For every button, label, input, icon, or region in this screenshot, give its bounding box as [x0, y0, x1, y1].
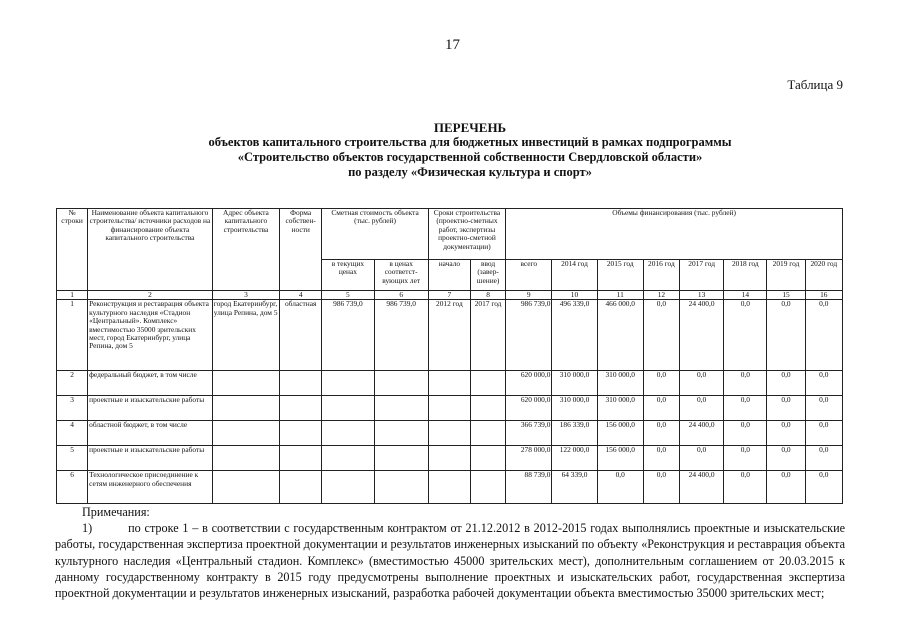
- column-number: 7: [428, 291, 470, 300]
- cell-2017: 0,0: [680, 446, 724, 471]
- cell-2018: 0,0: [724, 396, 767, 421]
- note-item-text: по строке 1 – в соответствии с государственным контрактом от 21.12.2012 в 2012-2015 годах выполнялись проектные и изыскательские работы, государственная экспертиза проектной документации и результатов инженерных изысканий по объекту «Реконструкция и реставрация объекта культурного наследия «Центральный стадион. Комплекс» (вместимостью 45000 зрительских мест), дополнительным соглашением от 20.03.2015 к данному государственному контракту в 2015 году предусмотрены выполнение проектных и изыскательских работ, государственная экспертиза проектной документации и результатов инженерных изысканий, разработка рабочей документации объекта вместимостью 35000 зрительских мест;: [55, 521, 845, 601]
- cell-cost-current: [322, 396, 374, 421]
- cell-total: 620 000,0: [506, 371, 552, 396]
- cell-row-no: 5: [57, 446, 88, 471]
- cell-2020: 0,0: [805, 371, 842, 396]
- cell-2020: 0,0: [805, 300, 842, 371]
- cell-ownership: [280, 371, 322, 396]
- cell-ownership: [280, 396, 322, 421]
- cell-2019: 0,0: [767, 371, 805, 396]
- cell-name: федеральный бюджет, в том числе: [88, 371, 213, 396]
- cell-2016: 0,0: [643, 371, 679, 396]
- table-row: [57, 471, 843, 504]
- cell-cost-future: [374, 371, 428, 396]
- cell-2014: 310 000,0: [552, 371, 597, 396]
- cell-start: 2012 год: [428, 300, 470, 371]
- cell-start: [428, 446, 470, 471]
- header-2014: 2014 год: [552, 260, 597, 291]
- column-number: 9: [506, 291, 552, 300]
- cell-2018: 0,0: [724, 471, 767, 504]
- cell-row-no: 4: [57, 421, 88, 446]
- cell-2015: 466 000,0: [597, 300, 643, 371]
- cell-cost-current: [322, 446, 374, 471]
- cell-2014: 496 339,0: [552, 300, 597, 371]
- cell-cost-future: 986 739,0: [374, 300, 428, 371]
- heading-line-3: по разделу «Физическая культура и спорт»: [348, 165, 592, 179]
- table-row: [57, 446, 843, 471]
- document-heading: [80, 120, 860, 180]
- header-total: всего: [506, 260, 552, 291]
- cell-address: город Екатеринбург, улица Репина, дом 5: [212, 300, 279, 371]
- cell-2016: 0,0: [643, 300, 679, 371]
- cell-2015: 0,0: [597, 471, 643, 504]
- cell-name: проектные и изыскательские работы: [88, 446, 213, 471]
- column-number: 13: [680, 291, 724, 300]
- column-number: 11: [597, 291, 643, 300]
- heading-title: ПЕРЕЧЕНЬ: [433, 120, 507, 135]
- cell-start: [428, 471, 470, 504]
- header-name: Наименование объекта капитального строительства/ источники расходов на финансирование объекта капитального строительства: [88, 209, 213, 291]
- cell-total: 620 000,0: [506, 396, 552, 421]
- cell-2017: 24 400,0: [680, 421, 724, 446]
- cell-row-no: 1: [57, 300, 88, 371]
- column-number: 4: [280, 291, 322, 300]
- table-header-row: [57, 209, 843, 260]
- header-cost-future: в ценах соответст-вующих лет: [374, 260, 428, 291]
- table-body: [57, 300, 843, 504]
- cell-row-no: 3: [57, 396, 88, 421]
- capital-objects-table: [56, 208, 843, 504]
- header-2019: 2019 год: [767, 260, 805, 291]
- cell-end: [471, 471, 506, 504]
- note-item-number: 1): [82, 521, 93, 536]
- cell-2020: 0,0: [805, 446, 842, 471]
- cell-2015: 310 000,0: [597, 396, 643, 421]
- cell-address: [212, 471, 279, 504]
- column-number: 16: [805, 291, 842, 300]
- cell-cost-future: [374, 396, 428, 421]
- cell-2015: 156 000,0: [597, 421, 643, 446]
- cell-cost-future: [374, 446, 428, 471]
- header-2017: 2017 год: [680, 260, 724, 291]
- column-number: 3: [212, 291, 279, 300]
- cell-address: [212, 421, 279, 446]
- column-number-row: [57, 291, 843, 300]
- cell-ownership: [280, 471, 322, 504]
- header-address: Адрес объекта капитального строительства: [212, 209, 279, 291]
- cell-2020: 0,0: [805, 396, 842, 421]
- cell-start: [428, 371, 470, 396]
- cell-end: [471, 421, 506, 446]
- cell-2017: 0,0: [680, 371, 724, 396]
- column-number: 6: [374, 291, 428, 300]
- column-number: 8: [471, 291, 506, 300]
- cell-start: [428, 396, 470, 421]
- cell-2020: 0,0: [805, 471, 842, 504]
- cell-address: [212, 446, 279, 471]
- header-terms-start: начало: [428, 260, 470, 291]
- heading-line-1: объектов капитального строительства для бюджетных инвестиций в рамках подпрограммы: [208, 135, 732, 149]
- cell-ownership: [280, 446, 322, 471]
- header-ownership: Форма собствен-ности: [280, 209, 322, 291]
- cell-2016: 0,0: [643, 446, 679, 471]
- notes-title: Примечания:: [82, 505, 150, 519]
- cell-name: областной бюджет, в том числе: [88, 421, 213, 446]
- header-terms: Сроки строительства (проектно-сметных работ, экспертизы проектно-сметной документации): [428, 209, 505, 260]
- page-number: 17: [445, 37, 460, 53]
- cell-total: 88 739,0: [506, 471, 552, 504]
- table-row: [57, 421, 843, 446]
- cell-cost-future: [374, 471, 428, 504]
- cell-2017: 24 400,0: [680, 300, 724, 371]
- header-funding: Объемы финансирования (тыс. рублей): [506, 209, 843, 260]
- table-row: [57, 396, 843, 421]
- cell-cost-current: [322, 371, 374, 396]
- header-terms-end: ввод (завер-шение): [471, 260, 506, 291]
- cell-2019: 0,0: [767, 396, 805, 421]
- column-number: 14: [724, 291, 767, 300]
- header-cost-current: в текущих ценах: [322, 260, 374, 291]
- cell-total: 366 739,0: [506, 421, 552, 446]
- cell-2016: 0,0: [643, 421, 679, 446]
- cell-name: Реконструкция и реставрация объекта культурного наследия «Стадион «Центральный». Комплекс» вместимостью 35000 зрительских мест, город Екатеринбург, улица Репина, дом 5: [88, 300, 213, 371]
- cell-2014: 64 339,0: [552, 471, 597, 504]
- cell-ownership: областная: [280, 300, 322, 371]
- header-2015: 2015 год: [597, 260, 643, 291]
- cell-cost-current: 986 739,0: [322, 300, 374, 371]
- cell-address: [212, 396, 279, 421]
- note-item: [55, 520, 845, 601]
- cell-end: 2017 год: [471, 300, 506, 371]
- cell-end: [471, 396, 506, 421]
- cell-2018: 0,0: [724, 300, 767, 371]
- cell-2019: 0,0: [767, 421, 805, 446]
- heading-line-2: «Строительство объектов государственной собственности Свердловской области»: [237, 150, 703, 164]
- cell-2015: 310 000,0: [597, 371, 643, 396]
- column-number: 12: [643, 291, 679, 300]
- header-row-no: № строки: [57, 209, 88, 291]
- cell-2016: 0,0: [643, 396, 679, 421]
- cell-2019: 0,0: [767, 446, 805, 471]
- cell-2017: 24 400,0: [680, 471, 724, 504]
- cell-2019: 0,0: [767, 471, 805, 504]
- cell-address: [212, 371, 279, 396]
- cell-row-no: 2: [57, 371, 88, 396]
- cell-name: проектные и изыскательские работы: [88, 396, 213, 421]
- header-2016: 2016 год: [643, 260, 679, 291]
- cell-name: Технологическое присоединение к сетям инженерного обеспечения: [88, 471, 213, 504]
- cell-end: [471, 446, 506, 471]
- cell-end: [471, 371, 506, 396]
- cell-ownership: [280, 421, 322, 446]
- cell-2014: 186 339,0: [552, 421, 597, 446]
- cell-2016: 0,0: [643, 471, 679, 504]
- cell-2018: 0,0: [724, 371, 767, 396]
- cell-start: [428, 421, 470, 446]
- cell-2015: 156 000,0: [597, 446, 643, 471]
- table-row: [57, 371, 843, 396]
- notes-section: [55, 504, 845, 601]
- cell-2014: 310 000,0: [552, 396, 597, 421]
- header-2018: 2018 год: [724, 260, 767, 291]
- cell-2014: 122 000,0: [552, 446, 597, 471]
- cell-row-no: 6: [57, 471, 88, 504]
- header-2020: 2020 год: [805, 260, 842, 291]
- cell-cost-future: [374, 421, 428, 446]
- cell-2017: 0,0: [680, 396, 724, 421]
- column-number: 2: [88, 291, 213, 300]
- header-cost: Сметная стоимость объекта (тыс. рублей): [322, 209, 429, 260]
- column-number: 10: [552, 291, 597, 300]
- column-number: 1: [57, 291, 88, 300]
- cell-total: 278 000,0: [506, 446, 552, 471]
- table-label: Таблица 9: [787, 77, 843, 92]
- column-number: 5: [322, 291, 374, 300]
- cell-2019: 0,0: [767, 300, 805, 371]
- cell-2018: 0,0: [724, 421, 767, 446]
- table-row: [57, 300, 843, 371]
- cell-cost-current: [322, 471, 374, 504]
- cell-2020: 0,0: [805, 421, 842, 446]
- cell-2018: 0,0: [724, 446, 767, 471]
- cell-total: 986 739,0: [506, 300, 552, 371]
- cell-cost-current: [322, 421, 374, 446]
- column-number: 15: [767, 291, 805, 300]
